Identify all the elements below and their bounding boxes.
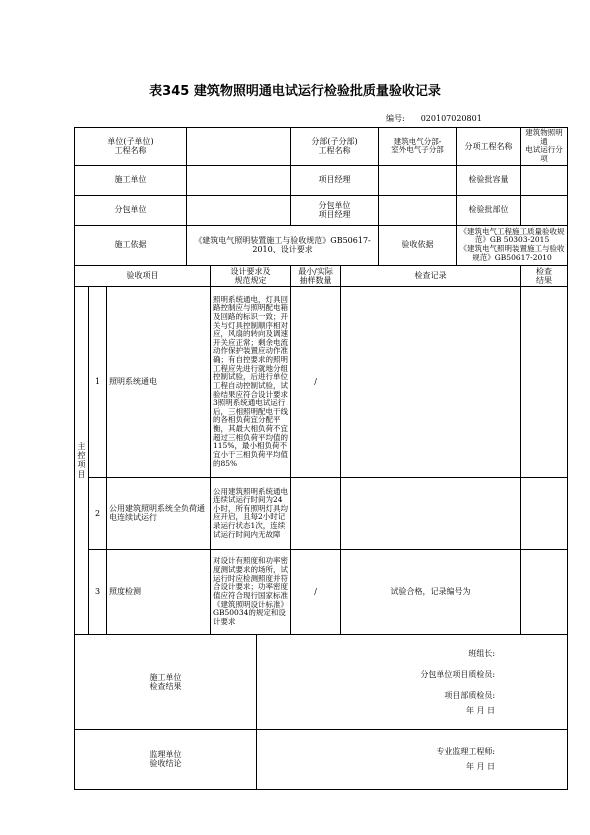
- supervision-date: 年 月 日: [465, 762, 496, 772]
- batch-capacity-value: [521, 165, 568, 195]
- row-check-record: [341, 477, 521, 549]
- acceptance-basis-value: 《建筑电气工程施工质量验收规范》GB 50303-2015 《建筑电气照明装置施工与验收规范》GB50617-2010: [457, 225, 568, 265]
- sub-manager-value: [379, 195, 457, 225]
- sub-unit-label: 分包单位: [75, 195, 187, 225]
- item-name-label: 分项工程名称: [457, 128, 521, 166]
- team-leader-label: 班组长:: [468, 648, 496, 658]
- row-check-record: [341, 286, 521, 477]
- col-record-header: 检查记录: [341, 265, 521, 286]
- unit-name-value: [187, 128, 291, 166]
- row-check-result: [521, 286, 568, 477]
- supervision-signatures: [257, 729, 568, 789]
- project-manager-label: 项目经理: [291, 165, 379, 195]
- construction-date: 年 月 日: [465, 706, 496, 716]
- construction-basis-label: 施工依据: [75, 225, 187, 265]
- unit-name-label: 单位(子单位) 工程名称: [75, 128, 187, 166]
- sub-unit-value: [187, 195, 291, 225]
- code-label: 编号:: [386, 114, 405, 123]
- row-item-name: 公用建筑照明系统全负荷通电连续试运行: [107, 477, 211, 549]
- row-item-name: 照明系统通电: [107, 286, 211, 477]
- construction-unit-label: 施工单位: [75, 165, 187, 195]
- row-sampling: [291, 477, 341, 549]
- item-name-value: 建筑物照明通 电试运行分项: [521, 128, 568, 166]
- construction-unit-value: [187, 165, 291, 195]
- batch-location-value: [521, 195, 568, 225]
- row-check-record: 试验合格，记录编号为: [341, 549, 521, 634]
- batch-capacity-label: 检验批容量: [457, 165, 521, 195]
- acceptance-basis-label: 验收依据: [379, 225, 457, 265]
- supervision-label: 监理单位 验收结论: [75, 729, 257, 789]
- inspection-table: [74, 127, 568, 790]
- subdivision-label: 分部(子分部) 工程名称: [291, 128, 379, 166]
- sub-inspector-label: 分包单位项目质检员:: [420, 669, 496, 679]
- col-result-header: 检查 结果: [521, 265, 568, 286]
- construction-basis-value: 《建筑电气照明装置施工与验收规范》GB50617-2010、设计要求: [187, 225, 379, 265]
- batch-location-label: 检验批部位: [457, 195, 521, 225]
- construction-check-label: 施工单位 检查结果: [75, 634, 257, 729]
- col-sampling-header: 最小/实际 抽样数量: [291, 265, 341, 286]
- row-number: 3: [89, 549, 107, 634]
- code-value: 020107020801: [420, 114, 482, 123]
- subdivision-value: 建筑电气分部- 室外电气子分部: [379, 128, 457, 166]
- construction-check-signatures: [257, 634, 568, 729]
- page-title: 表345 建筑物照明通电试运行检验批质量验收记录: [149, 84, 441, 99]
- document-code: [386, 113, 498, 124]
- row-sampling: /: [291, 286, 341, 477]
- row-number: 2: [89, 477, 107, 549]
- row-design-requirement: 对设计有照度和功率密度测试要求的场所，试运行时应检测照度并符合设计要求；功率密度值应符合现行国家标准《建筑照明设计标准》GB50034的规定和设计要求: [211, 549, 291, 634]
- project-inspector-label: 项目部质检员:: [444, 690, 496, 700]
- row-check-result: [521, 549, 568, 634]
- col-item-header: 验收项目: [75, 265, 211, 286]
- project-manager-value: [379, 165, 457, 195]
- row-design-requirement: 照明系统通电，灯具回路控制应与照明配电箱及回路的标识一致；开关与灯具控制顺序相对应，风扇的转向及调速开关应正常；剩余电流动作保护装置应动作准确；有自控要求的照明工程应先进行就地分组控制试验，后进行单位工程自动控制试验，试验结果应符合设计要求3照明系统通电试运行后，三相照明配电干线的各相负荷宜分配平衡，其最大相负荷不宜超过三相负荷平均值的115%，最小相负荷不宜小于三相负荷平均值的85%: [211, 286, 291, 477]
- main-control-group: 主 控 项 目: [75, 286, 89, 634]
- row-item-name: 照度检测: [107, 549, 211, 634]
- row-number: 1: [89, 286, 107, 477]
- row-sampling: /: [291, 549, 341, 634]
- row-design-requirement: 公用建筑照明系统通电连续试运行时间为24小时，所有照明灯具均应开启，且每2小时记录运行状态1次，连续试运行时间内无故障: [211, 477, 291, 549]
- row-check-result: [521, 477, 568, 549]
- sub-manager-label: 分包单位 项目经理: [291, 195, 379, 225]
- col-design-header: 设计要求及 规范规定: [211, 265, 291, 286]
- supervision-engineer-label: 专业监理工程师:: [436, 747, 496, 757]
